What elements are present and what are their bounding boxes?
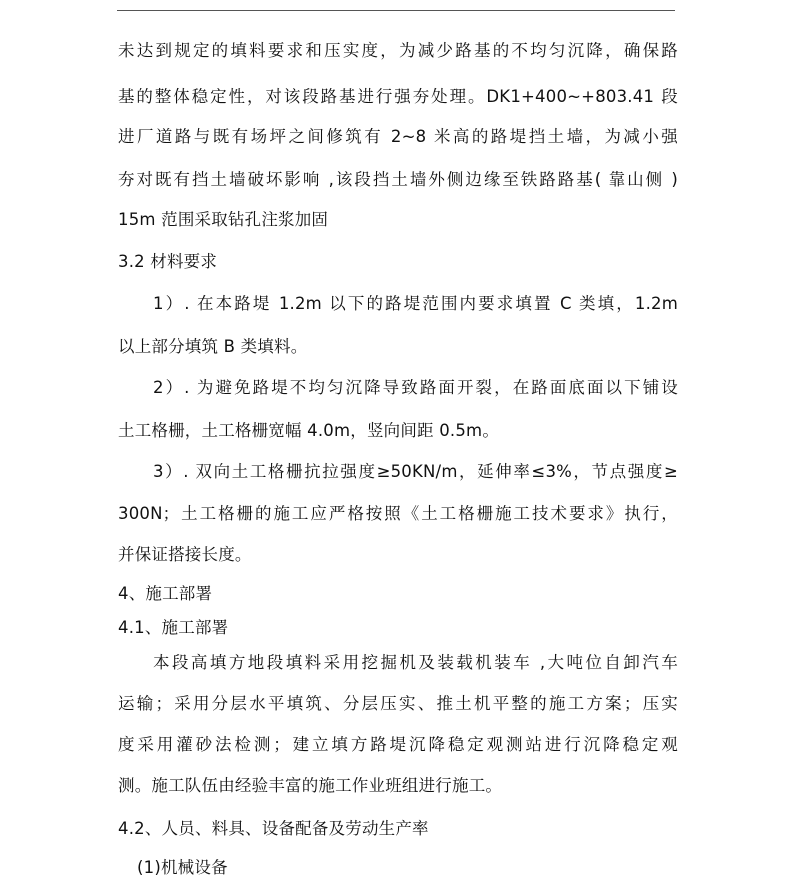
section-heading: 3.2 材料要求 [118,252,218,271]
list-item: 1）. 在本路堤 1.2m 以下的路堤范围内要求填置 C 类填，1.2m [153,294,678,313]
paragraph-line: 运输；采用分层水平填筑、分层压实、推土机平整的施工方案；压实 [118,694,678,713]
list-heading: (1)机械设备 [137,858,228,877]
paragraph-line: 本段高填方地段填料采用挖掘机及装载机装车 ,大吨位自卸汽车 [153,653,678,672]
section-heading: 4、施工部署 [118,584,213,603]
list-item: 2）. 为避免路堤不均匀沉降导致路面开裂，在路面底面以下铺设 [153,378,678,397]
list-item: 3）. 双向土工格栅抗拉强度≥50KN/m，延伸率≤3%，节点强度≥ [153,462,678,481]
paragraph-line: 进厂道路与既有场坪之间修筑有 2~8 米高的路堤挡土墙，为减小强 [118,127,678,146]
paragraph-line: 未达到规定的填料要求和压实度，为减少路基的不均匀沉降，确保路 [118,41,678,60]
list-item-continuation: 以上部分填筑 B 类填料。 [118,337,308,356]
subsection-heading: 4.2、人员、料具、设备配备及劳动生产率 [118,819,429,838]
list-item-continuation: 并保证搭接长度。 [118,545,252,564]
paragraph-line: 15m 范围采取钻孔注浆加固 [118,210,329,229]
paragraph-line: 测。施工队伍由经验丰富的施工作业班组进行施工。 [118,776,503,795]
paragraph-line: 基的整体稳定性，对该段路基进行强夯处理。DK1+400~+803.41 段 [118,87,678,106]
list-item-continuation: 土工格栅，土工格栅宽幅 4.0m，竖向间距 0.5m。 [118,421,500,440]
list-item-continuation: 300N；土工格栅的施工应严格按照《土工格栅施工技术要求》执行， [118,504,678,523]
paragraph-line: 夯对既有挡土墙破坏影响 ,该段挡土墙外侧边缘至铁路路基( 靠山侧 ) [118,170,678,189]
subsection-heading: 4.1、施工部署 [118,618,229,637]
paragraph-line: 度采用灌砂法检测；建立填方路堤沉降稳定观测站进行沉降稳定观 [118,735,678,754]
header-rule [117,10,675,11]
